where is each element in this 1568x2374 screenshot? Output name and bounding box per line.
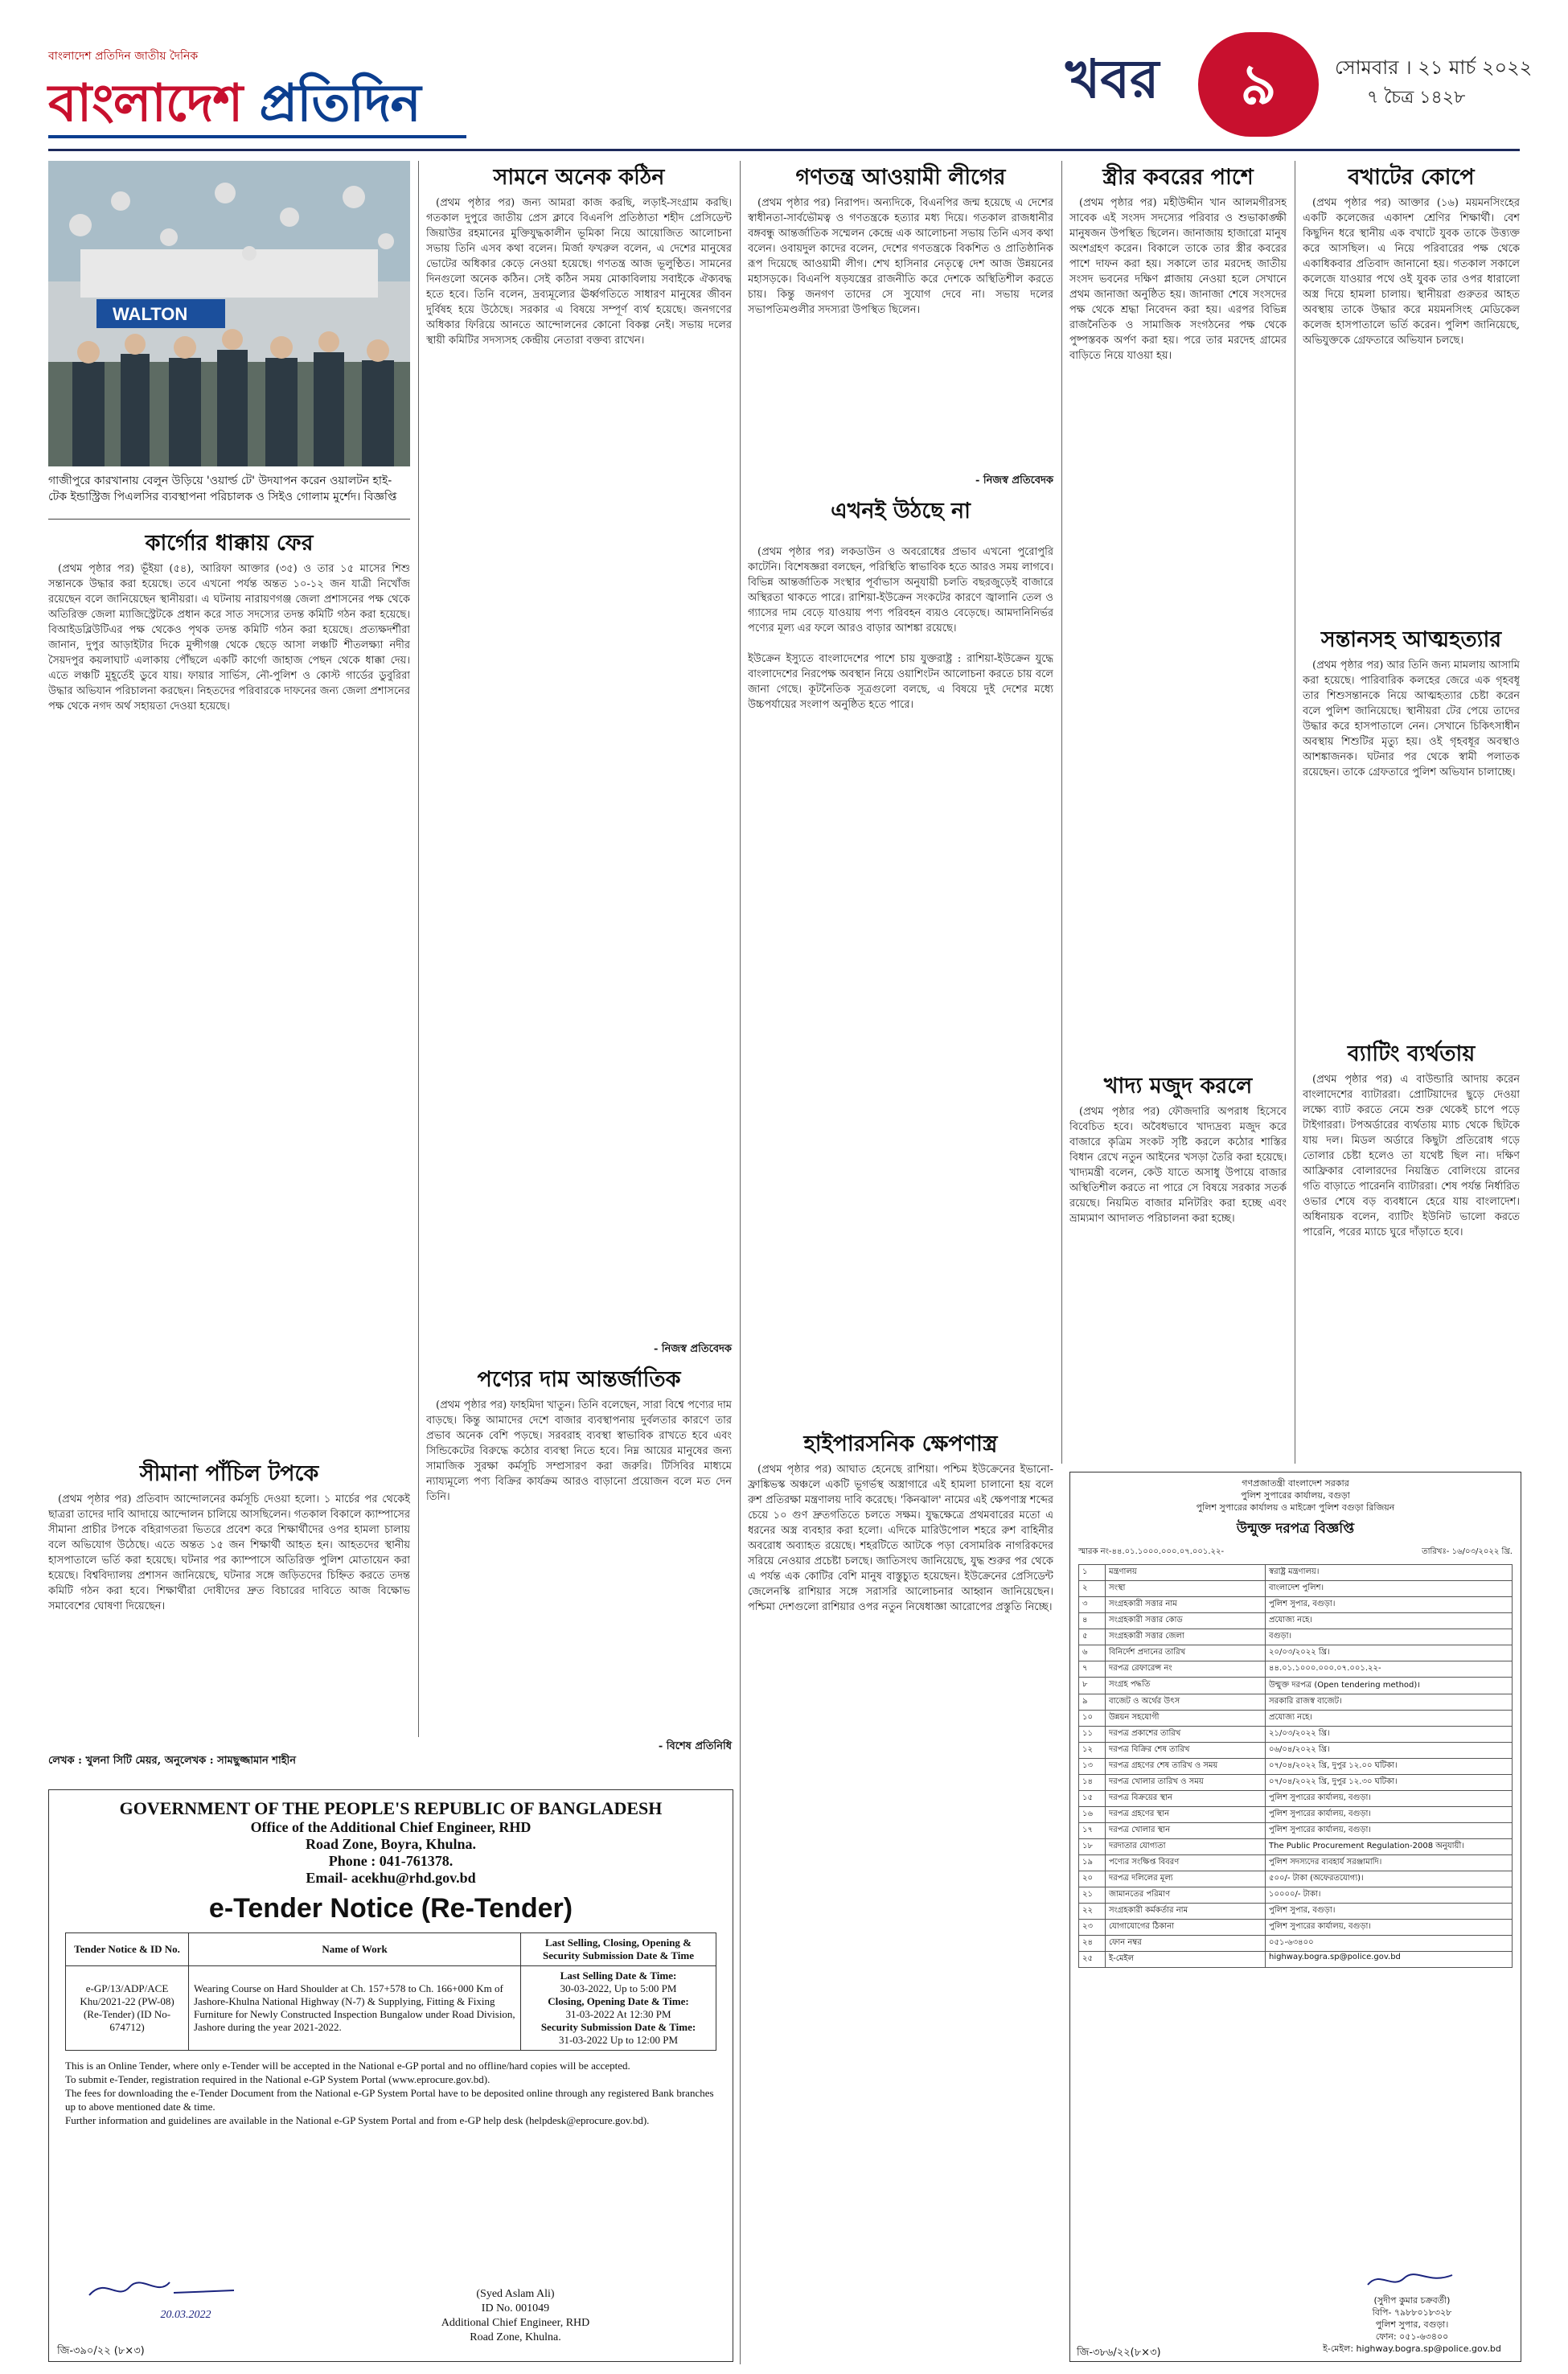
row-number: ১৬ (1079, 1807, 1106, 1823)
police-sign-phone: ফোন: ০৫১-৬৩৪০০ (1375, 2331, 1449, 2342)
row-label: সংগ্রহ পদ্ধতি (1106, 1678, 1266, 1694)
police-date: তারিখঃ- ১৬/০৩/২০২২ খ্রি. (1422, 1547, 1513, 1556)
masthead (0, 0, 1568, 153)
row-number: ১৩ (1079, 1759, 1106, 1775)
row-label: সংগ্রহকারী সত্তার জেলা (1106, 1629, 1266, 1645)
row-label: উন্নয়ন সহযোগী (1106, 1711, 1266, 1727)
handwritten-signature (81, 2273, 242, 2305)
cell-work: Wearing Course on Hard Shoulder at Ch. 157+578 to Ch. 166+000 Km of Jashore-Khulna National Highway (N-7) & Supplying, Fitting & Fixing Furniture for Newly Constructed Inspection Bungalow under Road Division, Jashore during the year 2021-2022. (189, 1966, 521, 2051)
article-gonotontro-text: (প্রথম পৃষ্ঠার পর) নিরাপদ। অন্যদিকে, বিএনপির জন্ম হয়েছে এ দেশের স্বাধীনতা-সার্বভৌমত্ব ও গণতন্ত্রকে হত্যার মধ্য দিয়ে। গতকাল রাজধানীর বঙ্গবন্ধু আন্তর্জাতিক সম্মেলন কেন্দ্রে এক আলোচনা সভায় তিনি এসব কথা বলেন। ওবায়দুল কাদের বলেন, দেশের গণতন্ত্রকে বিকশিত ও প্রাতিষ্ঠানিক রূপ দিয়েছে আওয়ামী লীগ। শেখ হাসিনার নেতৃত্বে দেশ আজ উন্নয়নের মহাসড়কে। বিএনপি ষড়যন্ত্রের রাজনীতি করে দেশকে অস্থিতিশীল করতে চায়। কিন্তু জনগণ তাদের সে সুযোগ দেবে না। সভায় দলের সভাপতিমণ্ডলীর সদস্যরা উপস্থিত ছিলেন। (748, 197, 1053, 316)
row-label: দরপত্র রেফারেন্স নং (1106, 1661, 1266, 1678)
row-value: পুলিশ সুপারের কার্যালয়, বগুড়া। (1266, 1823, 1513, 1839)
table-row (1079, 1823, 1513, 1839)
row-value: বাংলাদেশ পুলিশ। (1266, 1581, 1513, 1597)
police-handwritten-signature (1364, 2269, 1460, 2291)
article-khaddo-text: (প্রথম পৃষ্ঠার পর) ফৌজদারি অপরাধ হিসেবে বিবেচিত হবে। অবৈধভাবে খাদ্যদ্রব্য মজুদ করে বাজারে কৃত্রিম সংকট সৃষ্টি করলে কঠোর শাস্তির বিধান রেখে নতুন আইনের খসড়া তৈরি করা হয়েছে। খাদ্যমন্ত্রী বলেন, কেউ যাতে অসাধু উপায়ে বাজার অস্থিতিশীল করতে না পারে সে বিষয়ে সরকার সতর্ক রয়েছে। নিয়মিত বাজার মনিটরিং করা হচ্ছে এবং ভ্রাম্যমাণ আদালত পরিচালনা করা হচ্ছে। (1069, 1106, 1287, 1225)
table-row (1079, 1807, 1513, 1823)
table-row (1079, 1839, 1513, 1855)
headline-gonotontro[interactable]: গণতন্ত্র আওয়ামী লীগের (795, 165, 1006, 190)
logo-tagline: বাংলাদেশ প্রতিদিন জাতীয় দৈনিক (48, 50, 199, 63)
police-sign-name: (সুদীপ কুমার চক্রবর্তী) (1373, 2295, 1451, 2306)
row-value: পুলিশ সুপার, বগুড়া। (1266, 1904, 1513, 1920)
row-label: ফোন নম্বর (1106, 1936, 1266, 1952)
article-gonotontro-credit: - নিজস্ব প্রতিবেদক (975, 474, 1053, 487)
cell-tender-id: e-GP/13/ADP/ACE Khu/2021-22 (PW-08) (Re-Tender) (ID No-674712) (66, 1966, 189, 2051)
table-row (1079, 1694, 1513, 1711)
row-label: সংগ্রহকারী কর্মকর্তার নাম (1106, 1904, 1266, 1920)
logo-part2: প্রতিদিন (259, 73, 421, 133)
table-row (1079, 1759, 1513, 1775)
article-ponno-text: (প্রথম পৃষ্ঠার পর) ফাহমিদা খাতুন। তিনি বলেছেন, সারা বিশ্বে পণ্যের দাম বাড়ছে। কিন্তু আমাদের দেশে বাজার ব্যবস্থাপনায় দুর্বলতার কারণে তার প্রভাব অনেক বেশি পড়ছে। সরবরাহ ব্যবস্থা স্বাভাবিক রাখতে হবে এবং সিন্ডিকেটের বিরুদ্ধে কঠোর ব্যবস্থা নিতে হবে। নিম্ন আয়ের মানুষের জন্য সামাজিক সুরক্ষা কর্মসূচি সম্প্রসারণ করা জরুরি। টিসিবির মাধ্যমে ন্যায্যমূল্যে পণ্য বিক্রির কার্যক্রম আরও বাড়ানো প্রয়োজন বলে মত দেন তিনি। (426, 1399, 732, 1503)
row-number: ১৪ (1079, 1775, 1106, 1791)
table-row (1079, 1904, 1513, 1920)
row-value: ৪৪.০১.১০০০.০০০.০৭.০০১.২২- (1266, 1661, 1513, 1678)
headline-shimana[interactable]: সীমানা পাঁচিল টপকে (139, 1461, 319, 1486)
banner-walton-text: WALTON (113, 304, 188, 324)
table-header-row (66, 1933, 716, 1966)
article-ekhono-body (748, 529, 1053, 1414)
row-number: ১ (1079, 1565, 1106, 1581)
tender-phone: Phone : 041-761378. (328, 1853, 454, 1869)
gd-code: জি-৩৯০/২২ (৮×৩) (57, 2345, 145, 2357)
row-label: ই-মেইল (1106, 1952, 1266, 1968)
article-shimana-body (48, 1492, 410, 1749)
table-row (1079, 1791, 1513, 1807)
article-shontan-body (1303, 658, 1520, 1028)
row-label: বিনির্দেশ প্রদানের তারিখ (1106, 1645, 1266, 1661)
logo-part1: বাংলাদেশ (48, 73, 260, 133)
tender-note: Further information and guidelines are available in the National e-GP System Portal and from e-GP help desk (helpdesk@eprocure.gov.bd). (65, 2114, 650, 2126)
row-value: ০৫১-৬৩৪০০ (1266, 1936, 1513, 1952)
article-stri-body (1069, 195, 1287, 1056)
table-row (1079, 1871, 1513, 1887)
tender-signature (81, 2273, 290, 2323)
tender-title: e-Tender Notice (Re-Tender) (208, 1893, 573, 1924)
table-row (1079, 1936, 1513, 1952)
headline-ponno[interactable]: পণ্যের দাম আন্তর্জাতিক (477, 1367, 681, 1392)
row-number: ১২ (1079, 1743, 1106, 1759)
row-number: ২৪ (1079, 1936, 1106, 1952)
table-row (1079, 1645, 1513, 1661)
row-number: ২২ (1079, 1904, 1106, 1920)
row-value: পুলিশ সুপারের কার্যালয়, বগুড়া। (1266, 1791, 1513, 1807)
row-label: মন্ত্রণালয় (1106, 1565, 1266, 1581)
row-number: ৪ (1079, 1613, 1106, 1629)
headline-hypersonic[interactable]: হাইপারসনিক ক্ষেপণাস্ত্র (803, 1431, 998, 1456)
table-row (1079, 1887, 1513, 1904)
date-gregorian: সোমবার । ২১ মার্চ ২০২২ (1335, 56, 1533, 79)
tender-table (65, 1932, 716, 2051)
police-office1: পুলিশ সুপারের কার্যালয়, বগুড়া (1241, 1490, 1350, 1501)
closing-value: 31-03-2022 At 12:30 PM (565, 2008, 671, 2020)
row-value: ০৬/০৪/২০২২ খ্রি। (1266, 1743, 1513, 1759)
row-label: দরদাতার যোগ্যতা (1106, 1839, 1266, 1855)
tender-email[interactable]: Email- acekhu@rhd.gov.bd (306, 1870, 476, 1886)
article-hypersonic-text: (প্রথম পৃষ্ঠার পর) আঘাত হেনেছে রাশিয়া। পশ্চিম ইউক্রেনের ইভানো-ফ্রাঙ্কিভস্ক অঞ্চলে একটি ভূগর্ভস্থ অস্ত্রাগারে এই হামলা চালানো হয় বলে রুশ প্রতিরক্ষা মন্ত্রণালয় দাবি করেছে। 'কিনঝাল' নামের এই ক্ষেপণাস্ত্র শব্দের চেয়ে ১০ গুণ দ্রুতগতিতে চলতে সক্ষম। যুদ্ধক্ষেত্রে প্রথমবারের মতো এ ধরনের অস্ত্র ব্যবহার করা হলো। এদিকে মারিউপোল শহরে রুশ বাহিনীর অবরোধ অব্যাহত রয়েছে। শহরটিতে আটকে পড়া বেসামরিক নাগরিকদের সরিয়ে নেওয়ার প্রচেষ্টা চলছে। জাতিসংঘ জানিয়েছে, যুদ্ধ শুরুর পর থেকে এ পর্যন্ত এক কোটির বেশি মানুষ বাস্তুচ্যুত হয়েছেন। ইউক্রেনের প্রেসিডেন্ট জেলেনস্কি রাশিয়ার সঙ্গে সরাসরি আলোচনার আহ্বান জানিয়েছেন। পশ্চিমা দেশগুলো রাশিয়ার ওপর নতুন নিষেধাজ্ঞা আরোপের প্রস্তুতি নিচ্ছে। (748, 1464, 1053, 1613)
row-number: ১৫ (1079, 1791, 1106, 1807)
article-banking-body (1303, 1072, 1520, 1454)
row-label: দরপত্র খোলার তারিখ ও সময় (1106, 1775, 1266, 1791)
row-value: পুলিশ সুপারের কার্যালয়, বগুড়া। (1266, 1807, 1513, 1823)
signature-date: 20.03.2022 (160, 2309, 211, 2321)
tender-gov: GOVERNMENT OF THE PEOPLE'S REPUBLIC OF BANGLADESH (119, 1798, 663, 1818)
date-bengali: ৭ চৈত্র ১৪২৮ (1367, 88, 1466, 108)
table-row (1079, 1613, 1513, 1629)
table-row (1079, 1727, 1513, 1743)
row-number: ৮ (1079, 1678, 1106, 1694)
article-bokhater-body (1303, 195, 1520, 614)
article-kothin-credit: - নিজস্ব প্রতিবেদক (653, 1343, 732, 1355)
article-ponno-credit: - বিশেষ প্রতিনিধি (658, 1740, 732, 1752)
cell-dates (521, 1966, 716, 2051)
row-value: সরকারি রাজস্ব বাজেট। (1266, 1694, 1513, 1711)
row-label: সংস্থা (1106, 1581, 1266, 1597)
article-cargo-text: (প্রথম পৃষ্ঠার পর) ভূঁইয়া (৫৪), আরিফা আক্তার (৩৫) ও তার ১৫ মাসের শিশু সন্তানকে উদ্ধার করা হয়েছে। তবে এখনো পর্যন্ত অন্তত ১০-১২ জন যাত্রী নিখোঁজ রয়েছেন বলে জানিয়েছেন স্থানীয়রা। এ ঘটনায় নারায়ণগঞ্জ জেলা প্রশাসনের পক্ষ থেকে অতিরিক্ত জেলা ম্যাজিস্ট্রেটকে প্রধান করে সাত সদস্যের তদন্ত কমিটি গঠন করা হয়েছে। বিআইডব্লিউটিএর পক্ষ থেকেও পৃথক তদন্ত কমিটি গঠন করা হয়েছে। প্রত্যক্ষদর্শীরা জানান, দুপুর আড়াইটার দিকে মুন্সীগঞ্জ থেকে ছেড়ে আসা লঞ্চটি শীতলক্ষ্যা নদীর সৈয়দপুর কয়লাঘাট এলাকায় পৌঁছলে একটি কার্গো জাহাজ পেছন থেকে ধাক্কা দেয়। এতে লঞ্চটি মুহূর্তেই ডুবে যায়। ফায়ার সার্ভিস, নৌ-পুলিশ ও কোস্ট গার্ডের ডুবুরিরা উদ্ধার অভিযান পরিচালনা করছেন। নিহতদের পরিবারকে দাফনের জন্য জেলা প্রশাসনের পক্ষ থেকে নগদ অর্থ সহায়তা দেওয়া হয়েছে। (48, 563, 410, 713)
tender-address: Road Zone, Boyra, Khulna. (305, 1836, 477, 1852)
police-signatory (1311, 2269, 1513, 2355)
row-value: ২০/০৩/২০২২ খ্রি। (1266, 1645, 1513, 1661)
security-value: 31-03-2022 Up to 12:00 PM (558, 2034, 679, 2046)
column-divider (418, 161, 419, 1737)
row-number: ৫ (1079, 1629, 1106, 1645)
sign-post: Additional Chief Engineer, RHD (441, 2317, 590, 2329)
police-sign-post: পুলিশ সুপার, বগুড়া। (1375, 2319, 1449, 2330)
row-number: ২৫ (1079, 1952, 1106, 1968)
row-number: ২১ (1079, 1887, 1106, 1904)
police-memo-line (1070, 1546, 1521, 1559)
headline-cargo[interactable]: কার্গোর ধাক্কায় ফের (145, 531, 314, 556)
headline-banking[interactable]: ব্যাটিং ব্যর্থতায় (1347, 1041, 1476, 1066)
row-value: পুলিশ সুপার, বগুড়া। (1266, 1597, 1513, 1613)
row-label: বাজেট ও অর্থের উৎস (1106, 1694, 1266, 1711)
police-govt: গণপ্রজাতন্ত্রী বাংলাদেশ সরকার (1242, 1478, 1349, 1489)
table-row (1079, 1743, 1513, 1759)
row-value: উন্মুক্ত দরপত্র (Open tendering method)। (1266, 1678, 1513, 1694)
article-bokhater-text: (প্রথম পৃষ্ঠার পর) আক্তার (১৬) ময়মনসিংহের একটি কলেজের একাদশ শ্রেণির শিক্ষার্থী। বেশ কিছুদিন ধরে স্থানীয় এক বখাটে যুবক তাকে উত্ত্যক্ত করে আসছিল। এ নিয়ে পরিবারের পক্ষ থেকে একাধিকবার প্রতিবাদ জানানো হয়। গতকাল সকালে কলেজে যাওয়ার পথে ওই যুবক তার ওপর ধারালো অস্ত্র দিয়ে হামলা চালায়। স্থানীয়রা গুরুতর আহত অবস্থায় তাকে উদ্ধার করে ময়মনসিংহ মেডিকেল কলেজ হাসপাতালে ভর্তি করেন। পুলিশ জানিয়েছে, অভিযুক্তকে গ্রেফতারে অভিযান চলছে। (1303, 197, 1520, 347)
news-photo (48, 161, 410, 466)
col-tender-id: Tender Notice & ID No. (66, 1933, 189, 1966)
table-row (1079, 1661, 1513, 1678)
tender-office: Office of the Additional Chief Engineer, RHD (250, 1819, 532, 1835)
article-banking-text: (প্রথম পৃষ্ঠার পর) এ বাউন্ডারি আদায় করেন বাংলাদেশের ব্যাটাররা। প্রোটিয়াদের ছুড়ে দেওয়া লক্ষ্যে ব্যাট করতে নেমে শুরু থেকেই চাপে পড়ে টাইগাররা। টপঅর্ডারের ব্যর্থতায় ম্যাচ থেকে ছিটকে যায় দল। মিডল অর্ডারে কিছুটা প্রতিরোধ গড়ে তোলার চেষ্টা হলেও তা যথেষ্ট ছিল না। দক্ষিণ আফ্রিকার বোলারদের নিয়ন্ত্রিত বোলিংয়ে রানের গতি বাড়াতে পারেননি ব্যাটাররা। শেষ পর্যন্ত নির্ধারিত ওভার শেষে বড় ব্যবধানে হেরে যায় বাংলাদেশ। অধিনায়ক বলেন, ব্যাটিং ইউনিট ভালো করতে পারেনি, পরের ম্যাচে ঘুরে দাঁড়াতে হবে। (1303, 1074, 1520, 1238)
row-value: The Public Procurement Regulation-2008 অনুযায়ী। (1266, 1839, 1513, 1855)
police-sign-id: বিপি- ৭৯৮৮০১৮৩২৮ (1372, 2307, 1452, 2318)
tender-note: This is an Online Tender, where only e-Tender will be accepted in the National e-GP portal and no offline/hard copies will be accepted. (65, 2060, 630, 2072)
police-sign-email[interactable]: ই-মেইল: highway.bogra.sp@police.gov.bd (1323, 2343, 1501, 2354)
table-row (1079, 1920, 1513, 1936)
article-khaddo-body (1069, 1104, 1287, 1454)
row-label: দরপত্র গ্রহণের স্থান (1106, 1807, 1266, 1823)
row-value: ০৭/০৪/২০২২ খ্রি, দুপুর ১২.০০ ঘটিকা। (1266, 1759, 1513, 1775)
row-value: প্রযোজ্য নহে। (1266, 1613, 1513, 1629)
row-value: ২১/০৩/২০২২ খ্রি। (1266, 1727, 1513, 1743)
row-label: দরপত্র বিক্রয়ের স্থান (1106, 1791, 1266, 1807)
article-ponno-body (426, 1398, 732, 1735)
row-label: দরপত্র বিক্রির শেষ তারিখ (1106, 1743, 1266, 1759)
column-divider (740, 161, 741, 2364)
row-value: highway.bogra.sp@police.gov.bd (1266, 1952, 1513, 1968)
row-value: ৫০০/- টাকা (অফেরতযোগ্য)। (1266, 1871, 1513, 1887)
headline-stri[interactable]: স্ত্রীর কবরের পাশে (1102, 165, 1254, 190)
table-row (66, 1966, 716, 2051)
table-row (1079, 1597, 1513, 1613)
row-label: দরপত্র খোলার স্থান (1106, 1823, 1266, 1839)
table-row (1079, 1565, 1513, 1581)
row-label: সংগ্রহকারী সত্তার কোড (1106, 1613, 1266, 1629)
tender-notes (65, 2059, 716, 2127)
police-open-tender-notice (1069, 1472, 1521, 2362)
article-hypersonic-body (748, 1462, 1053, 2355)
col-dates: Last Selling, Closing, Opening & Security Submission Date & Time (521, 1933, 716, 1966)
last-sell-label: Last Selling Date & Time: (560, 1969, 677, 1982)
row-value: ১০০০০/- টাকা। (1266, 1887, 1513, 1904)
police-gd-code: জি-৩৮৬/২২(৮×৩) (1077, 2347, 1161, 2359)
row-number: ৭ (1079, 1661, 1106, 1678)
table-row (1079, 1581, 1513, 1597)
police-table-wrap (1070, 1559, 1521, 1973)
closing-label: Closing, Opening Date & Time: (548, 1995, 689, 2007)
row-number: ৬ (1079, 1645, 1106, 1661)
headline-khaddo[interactable]: খাদ্য মজুদ করলে (1103, 1074, 1253, 1099)
row-number: ৯ (1079, 1694, 1106, 1711)
row-value: স্বরাষ্ট্র মন্ত্রণালয়। (1266, 1565, 1513, 1581)
article-shimana-text: (প্রথম পৃষ্ঠার পর) প্রতিবাদ আন্দোলনের কর্মসূচি দেওয়া হলো। ১ মার্চের পর থেকেই ছাত্ররা তাদের দাবি আদায়ে আন্দোলন চালিয়ে আসছিলেন। গতকাল বিকালে ক্যাম্পাসের সীমানা প্রাচীর টপকে বহিরাগতরা ভিতরে প্রবেশ করে শিক্ষার্থীদের ওপর হামলা চালায় বলে অভিযোগ উঠেছে। এতে অন্তত ১৫ জন শিক্ষার্থী আহত হন। আহতদের স্থানীয় হাসপাতালে ভর্তি করা হয়েছে। ঘটনার পর ক্যাম্পাসে অতিরিক্ত পুলিশ মোতায়েন করা হয়েছে। বিশ্ববিদ্যালয় প্রশাসন জানিয়েছে, ঘটনার সঙ্গে জড়িতদের চিহ্নিত করতে তদন্ত কমিটি গঠন করা হবে। শিক্ষার্থীরা দোষীদের দ্রুত বিচারের দাবিতে আজ বিক্ষোভ সমাবেশের ঘোষণা দিয়েছেন। (48, 1493, 410, 1612)
row-label: দরপত্র প্রকাশের তারিখ (1106, 1727, 1266, 1743)
masthead-rule (48, 149, 1520, 151)
article-cargo-body (48, 561, 410, 1446)
table-row (1079, 1855, 1513, 1871)
page-number-badge: ৯ (1198, 32, 1319, 137)
row-value: ০৭/০৪/২০২২ খ্রি, দুপুর ১২.৩০ ঘটিকা। (1266, 1775, 1513, 1791)
police-memo: স্মারক নং-৪৪.০১.১০০০.০০০.০৭.০০১.২২- (1078, 1547, 1225, 1556)
table-row (1079, 1629, 1513, 1645)
row-label: যোগাযোগের ঠিকানা (1106, 1920, 1266, 1936)
divider (48, 519, 410, 520)
table-row (1079, 1711, 1513, 1727)
article-shontan-text: (প্রথম পৃষ্ঠার পর) আর তিনি জন্য মামলায় আসামি করা হয়েছে। পারিবারিক কলহের জেরে এক গৃহবধূ তার শিশুসন্তানকে নিয়ে আত্মহত্যার চেষ্টা করেন বলে পুলিশ জানিয়েছে। স্থানীয়রা টের পেয়ে তাদের উদ্ধার করে হাসপাতালে নেন। সেখানে চিকিৎসাধীন অবস্থায় শিশুটির মৃত্যু হয়। ওই গৃহবধূর অবস্থাও আশঙ্কাজনক। ঘটনার পর থেকে স্বামী পলাতক রয়েছেন। তাকে গ্রেফতারে পুলিশ অভিযান চালাচ্ছে। (1303, 659, 1520, 778)
logo-underline (48, 135, 466, 138)
row-number: ১৭ (1079, 1823, 1106, 1839)
tender-signatory (371, 2287, 660, 2345)
tender-note: To submit e-Tender, registration required in the National e-GP System Portal (www.eprocure.gov.bd). (65, 2073, 491, 2085)
row-value: পুলিশ সদস্যদের ব্যবহার্য সরঞ্জামাদি। (1266, 1855, 1513, 1871)
col-name-of-work: Name of Work (189, 1933, 521, 1966)
row-number: ২৩ (1079, 1920, 1106, 1936)
row-number: ১০ (1079, 1711, 1106, 1727)
row-label: দরপত্র গ্রহণের শেষ তারিখ ও সময় (1106, 1759, 1266, 1775)
photo-caption: গাজীপুরে কারখানায় বেলুন উড়িয়ে 'ওয়ার্ল্ড টে' উদযাপন করেন ওয়ালটন হাই-টেক ইন্ডাস্ট্রিজ পিএলসির ব্যবস্থাপনা পরিচালক ও সিইও গোলাম মুর্শেদ। বিজ্ঞপ্তি (48, 474, 397, 503)
police-table (1078, 1564, 1513, 1968)
row-value: প্রযোজ্য নহে। (1266, 1711, 1513, 1727)
sign-zone: Road Zone, Khulna. (470, 2331, 561, 2343)
row-label: সংগ্রহকারী সত্তার নাম (1106, 1597, 1266, 1613)
headline-bokhater[interactable]: বখাটের কোপে (1348, 165, 1475, 190)
row-number: ১৮ (1079, 1839, 1106, 1855)
table-row (1079, 1952, 1513, 1968)
police-office2: পুলিশ সুপারের কার্যালয় ও মাইক্রো পুলিশ বগুড়া রিজিয়ন (1196, 1502, 1395, 1513)
article-ekhono-text: (প্রথম পৃষ্ঠার পর) লকডাউন ও অবরোধের প্রভাব এখনো পুরোপুরি কাটেনি। বিশেষজ্ঞরা বলছেন, পরিস্থিতি স্বাভাবিক হতে আরও সময় লাগবে। বিভিন্ন আন্তর্জাতিক সংস্থার পূর্বাভাস অনুযায়ী চলতি বছরজুড়েই বাজারে অস্থিরতা থাকতে পারে। রাশিয়া-ইউক্রেন সংকটের কারণে জ্বালানি তেল ও গ্যাসের দাম বেড়ে যাওয়ায় পণ্য পরিবহন ব্যয়ও বেড়েছে। আমদানিনির্ভর পণ্যের মূল্য এর ফলে আরও বাড়ার আশঙ্কা রয়েছে। ইউক্রেন ইস্যুতে বাংলাদেশের পাশে চায় যুক্তরাষ্ট্র : রাশিয়া-ইউক্রেন যুদ্ধে বাংলাদেশের নিরপেক্ষ অবস্থান নিয়ে ওয়াশিংটন আলোচনা করতে চায় বলে জানা গেছে। কূটনৈতিক সূত্রগুলো বলছে, এ বিষয়ে দুই দেশের মধ্যে উচ্চপর্যায়ের সংলাপ অনুষ্ঠিত হতে পারে। (748, 546, 1053, 711)
row-number: ৩ (1079, 1597, 1106, 1613)
table-row (1079, 1678, 1513, 1694)
tender-note: The fees for downloading the e-Tender Document from the National e-GP System Portal have to be deposited online through any registered Bank branches up to above mentioned date & time. (65, 2087, 714, 2113)
security-label: Security Submission Date & Time: (540, 2021, 696, 2033)
sign-id: ID No. 001049 (481, 2302, 550, 2314)
row-number: ২০ (1079, 1871, 1106, 1887)
article-kothin-text: (প্রথম পৃষ্ঠার পর) জন্য আমরা কাজ করছি, লড়াই-সংগ্রাম করছি। গতকাল দুপুরে জাতীয় প্রেস ক্লাবে বিএনপি প্রতিষ্ঠাতা শহীদ প্রেসিডেন্ট জিয়াউর রহমানের মুক্তিযুদ্ধকালীন ভূমিকা নিয়ে আয়োজিত আলোচনা সভায় তিনি এসব কথা বলেন। মির্জা ফখরুল বলেন, এ দেশের মানুষের ভোটের অধিকার কেড়ে নেওয়া হয়েছে। গণতন্ত্র আজ ভূলুণ্ঠিত। সামনের দিনগুলো অনেক কঠিন। সেই কঠিন সময় মোকাবিলায় সবাইকে ঐক্যবদ্ধ হতে হবে। তিনি বলেন, দ্রব্যমূল্যের ঊর্ধ্বগতিতে সাধারণ মানুষের জীবন দুর্বিষহ হয়ে উঠেছে। সরকার এ বিষয়ে সম্পূর্ণ ব্যর্থ হয়েছে। জনগণের অধিকার ফিরিয়ে আনতে আন্দোলনের কোনো বিকল্প নেই। সভায় দলের স্থায়ী কমিটির সদস্যসহ কেন্দ্রীয় নেতারা বক্তব্য রাখেন। (426, 197, 732, 347)
crowd-celebration-image (48, 161, 410, 466)
article-gonotontro-body (748, 195, 1053, 469)
headline-shontan[interactable]: সন্তানসহ আত্মহত্যার (1320, 627, 1502, 652)
police-title: উন্মুক্ত দরপত্র বিজ্ঞপ্তি (1236, 1521, 1355, 1537)
column-divider (1061, 161, 1062, 1464)
sign-name: (Syed Aslam Ali) (476, 2288, 555, 2300)
last-sell-value: 30-03-2022, Up to 5:00 PM (560, 1982, 677, 1994)
row-number: ২ (1079, 1581, 1106, 1597)
article-stri-text: (প্রথম পৃষ্ঠার পর) মহীউদ্দীন খান আলমগীরসহ সাবেক এই সংসদ সদস্যের পরিবার ও শুভাকাঙ্ক্ষী মানুষজন উপস্থিত ছিলেন। জানাজায় হাজারো মানুষ অংশগ্রহণ করেন। বিকালে তাকে তার স্ত্রীর কবরের পাশে দাফন করা হয়। সকালে তার মরদেহ জাতীয় সংসদ ভবনের দক্ষিণ প্লাজায় নেওয়া হলে সেখানে প্রথম জানাজা অনুষ্ঠিত হয়। জানাজা শেষে সংসদের পক্ষ থেকে শ্রদ্ধা নিবেদন করা হয়। এরপর বিভিন্ন রাজনৈতিক ও সামাজিক সংগঠনের পক্ষ থেকে পুষ্পস্তবক অর্পণ করা হয়। পরে তার মরদেহ গ্রামের বাড়িতে নিয়ে যাওয়া হয়। (1069, 197, 1287, 362)
section-title: খবর (1065, 48, 1160, 110)
row-label: দরপত্র দলিলের মূল্য (1106, 1871, 1266, 1887)
row-value: বগুড়া। (1266, 1629, 1513, 1645)
headline-ekhono[interactable]: এখনই উঠছে না (831, 499, 971, 524)
row-value: পুলিশ সুপারের কার্যালয়, বগুড়া। (1266, 1920, 1513, 1936)
article-kothin-body (426, 195, 732, 1337)
row-label: জামানতের পরিমাণ (1106, 1887, 1266, 1904)
headline-kothin[interactable]: সামনে অনেক কঠিন (493, 165, 665, 190)
article-shimana-credit: লেখক : খুলনা সিটি মেয়র, অনুলেখক : সামছুজ্জামান শাহীন (48, 1755, 297, 1767)
rhd-etender-notice (48, 1789, 733, 2362)
row-label: পণ্যের সংক্ষিপ্ত বিবরণ (1106, 1855, 1266, 1871)
row-number: ১৯ (1079, 1855, 1106, 1871)
newspaper-logo[interactable] (48, 47, 421, 143)
row-number: ১১ (1079, 1727, 1106, 1743)
table-row (1079, 1775, 1513, 1791)
